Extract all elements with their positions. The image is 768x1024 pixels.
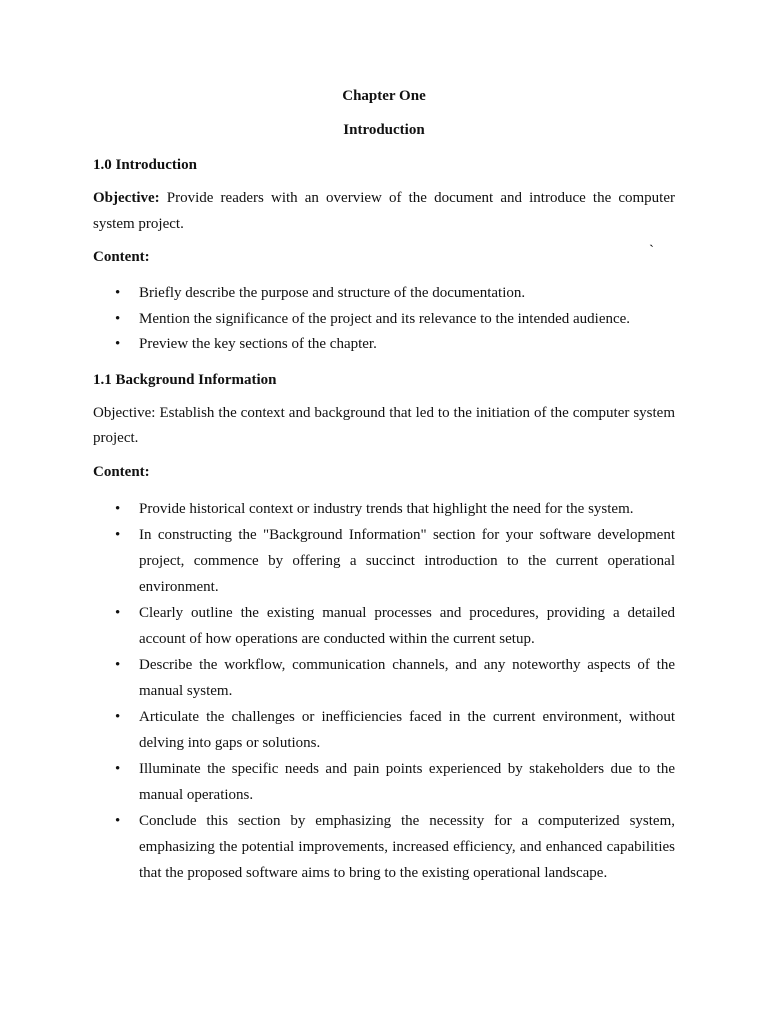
list-item — [93, 652, 675, 704]
list-item-text: Illuminate the specific needs and pain points experienced by stakeholders due to the manual operations. — [139, 760, 675, 803]
list-item — [93, 808, 675, 886]
list-item-text: Articulate the challenges or inefficiencies faced in the current environment, without delving into gaps or solutions. — [139, 708, 675, 751]
list-item — [93, 756, 675, 808]
list-item-text: Clearly outline the existing manual processes and procedures, providing a detailed account of how operations are conducted within the current setup. — [139, 604, 675, 647]
list-item — [93, 307, 675, 333]
bullet-icon: • — [115, 526, 121, 543]
chapter-label: Chapter One — [342, 88, 426, 104]
list-item-text: Conclude this section by emphasizing the necessity for a computerized system, emphasizing the potential improvements, increased efficiency, and enhanced capabilities that the proposed software aims to bring to the existing operational landscape. — [139, 812, 675, 881]
background-bullet-list — [93, 496, 675, 886]
list-item-text: In constructing the "Background Information" section for your software development project, commence by offering a succinct introduction to the current operational environment. — [139, 526, 675, 595]
bullet-icon: • — [115, 708, 121, 725]
list-item-text: Preview the key sections of the chapter. — [139, 336, 377, 352]
stray-mark: ` — [649, 243, 654, 259]
list-item-text: Describe the workflow, communication channels, and any noteworthy aspects of the manual system. — [139, 656, 675, 699]
content-label-text: Content: — [93, 249, 150, 265]
background-content-label: Content: — [93, 463, 150, 480]
objective-text: Provide readers with an overview of the document and introduce the computer system project. — [93, 190, 675, 232]
bullet-icon: • — [115, 812, 121, 829]
bullet-icon: • — [115, 336, 121, 352]
intro-bullet-list — [93, 281, 675, 358]
document-page — [93, 84, 675, 896]
bullet-icon: • — [115, 500, 121, 517]
section-heading-background: 1.1 Background Information — [93, 371, 277, 388]
bullet-icon: • — [115, 604, 121, 621]
bullet-icon: • — [115, 285, 121, 301]
list-item-text: Briefly describe the purpose and structure of the documentation. — [139, 285, 526, 301]
list-item — [93, 522, 675, 600]
bullet-icon: • — [115, 310, 121, 327]
list-item — [93, 704, 675, 756]
bullet-icon: • — [115, 656, 121, 673]
section-heading-introduction: 1.0 Introduction — [93, 157, 197, 173]
bullet-icon: • — [115, 760, 121, 777]
chapter-title: Introduction — [343, 122, 425, 138]
list-item-text: Mention the significance of the project and its relevance to the intended audience. — [139, 310, 631, 327]
list-item-text: Provide historical context or industry trends that highlight the need for the system. — [139, 500, 634, 517]
list-item — [93, 281, 675, 307]
background-objective-paragraph: Objective: Establish the context and background that led to the initiation of the computer system project. — [93, 404, 675, 446]
list-item — [93, 496, 675, 522]
content-label — [93, 245, 675, 269]
list-item — [93, 332, 675, 358]
list-item — [93, 600, 675, 652]
objective-paragraph — [93, 186, 675, 237]
objective-label: Objective: — [93, 190, 160, 206]
